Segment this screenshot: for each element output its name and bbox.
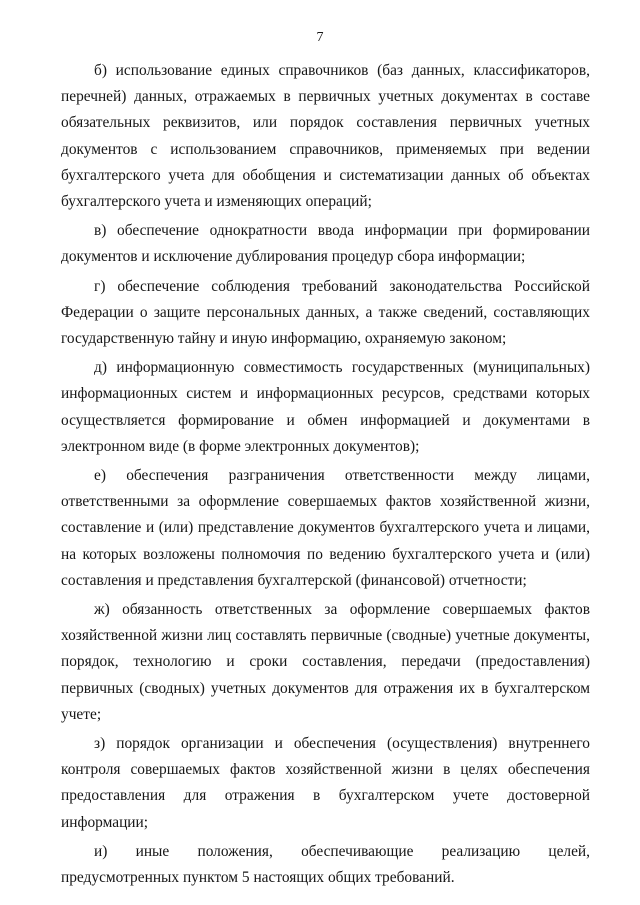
paragraph-b: б) использование единых справочников (баз данных, классификаторов, перечней) данных, отражаемых в первичных учетных документах в составе обязательных реквизитов, или порядок составления первичных учетных документов с использованием справочников, применяемых при ведении бухгалтерского учета для обобщения и систематизации данных об объектах бухгалтерского учета и изменяющих операций; (61, 62, 590, 211)
paragraph-e: е) обеспечения разграничения ответственности между лицами, ответственными за оформление совершаемых фактов хозяйственной жизни, составление и (или) представление документов бухгалтерского учета и лицами, на которых возложены полномочия по ведению бухгалтерского учета и (или) составления и представления бухгалтерской (финансовой) отчетности; (61, 467, 590, 589)
paragraph-i: и) иные положения, обеспечивающие реализацию целей, предусмотренных пунктом 5 настоящих общих требований. (61, 842, 590, 887)
paragraph-v: в) обеспечение однократности ввода информации при формировании документов и исключение дублирования процедур сбора информации; (61, 222, 590, 266)
paragraph-zh: ж) обязанность ответственных за оформление совершаемых фактов хозяйственной жизни лиц составлять первичные (сводные) учетные документы, порядок, технологию и сроки составления, передачи (предоставления) первичных (сводных) учетных документов для отражения их в бухгалтерском учете; (61, 601, 590, 723)
paragraph-d: д) информационную совместимость государственных (муниципальных) информационных систем и информационных ресурсов, средствами которых осуществляется формирование и обмен информацией и документами в электронном виде (в форме электронных документов); (61, 359, 590, 455)
document-body (61, 58, 590, 894)
paragraph-z: з) порядок организации и обеспечения (осуществления) внутреннего контроля совершаемых фактов хозяйственной жизни в целях обеспечения предоставления для отражения в бухгалтерском учете достоверной информации; (61, 735, 590, 831)
paragraph-g: г) обеспечение соблюдения требований законодательства Российской Федерации о защите персональных данных, а также сведений, составляющих государственную тайну и иную информацию, охраняемую законом; (61, 277, 590, 348)
page-number: 7 (316, 30, 324, 45)
